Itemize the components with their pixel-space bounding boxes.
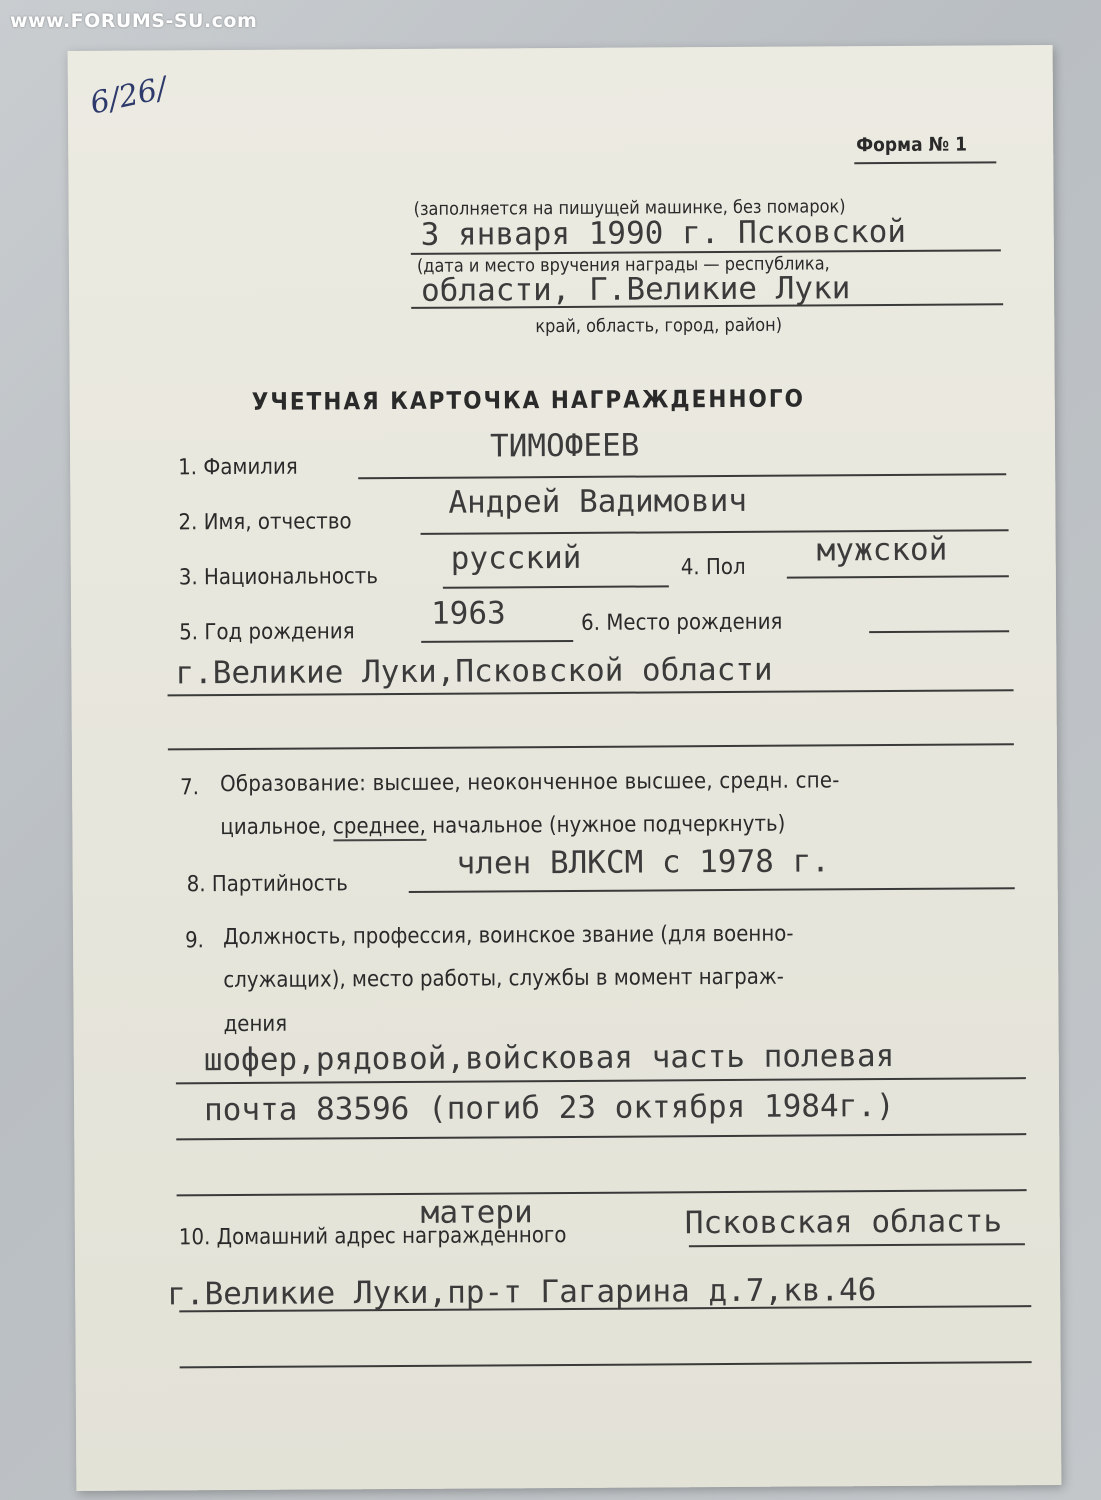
field-party-value: член ВЛКСМ с 1978 г.	[456, 843, 830, 882]
award-hint-line2: край, область, город, район)	[535, 314, 783, 338]
field-birth-year-rule	[421, 640, 573, 643]
card-title: УЧЕТНАЯ КАРТОЧКА НАГРАЖДЕННОГО	[251, 384, 806, 416]
field-sex-value: мужской	[816, 531, 948, 569]
field-birthplace-value: г.Великие Луки,Псковской области	[175, 651, 773, 692]
education-suffix: начальное (нужное подчеркнуть)	[432, 811, 786, 839]
field-address-label: 10. Домашний адрес награжденного	[178, 1222, 567, 1251]
field-address-insert: матери	[420, 1194, 533, 1231]
instruction-text: (заполняется на пишущей машинке, без помарок)	[413, 196, 846, 220]
site-watermark: www.FORUMS-SU.com	[10, 10, 258, 32]
award-record-card	[68, 45, 1062, 1491]
field-address-value2: г.Великие Луки,пр-т Гагарина д.7,кв.46	[167, 1272, 877, 1313]
field-position-number: 9.	[184, 928, 204, 954]
field-nationality-value: русский	[450, 539, 582, 577]
field-sex-label: 4. Пол	[680, 554, 746, 581]
field-birthplace-rule-top	[869, 630, 1009, 633]
form-number: Форма № 1	[856, 133, 968, 157]
field-education-line1: Образование: высшее, неоконченное высшее, средн. спе-	[220, 768, 840, 798]
field-education-number: 7.	[180, 775, 200, 801]
field-sex-rule	[787, 575, 1009, 578]
field-position-value2: почта 83596 (погиб 23 октября 1984г.)	[203, 1087, 895, 1129]
field-birth-year-value: 1963	[430, 595, 506, 632]
field-position-line1: Должность, профессия, воинское звание (для военно-	[222, 921, 794, 951]
field-nationality-label: 3. Национальность	[178, 564, 379, 591]
education-prefix: циальное,	[220, 814, 327, 841]
field-position-value1: шофер,рядовой,войсковая часть полевая	[203, 1037, 895, 1079]
field-address-rule-3	[180, 1361, 1032, 1368]
field-name-label: 2. Имя, отчество	[178, 509, 352, 536]
award-date-place-line2: области, Г.Великие Луки	[420, 270, 851, 309]
education-selected-option: среднее,	[332, 813, 426, 840]
field-birthplace-label: 6. Место рождения	[581, 609, 783, 636]
form-number-underline	[854, 161, 996, 164]
handwritten-note: 6/26/	[87, 70, 171, 122]
field-address-value1: Псковская область	[684, 1203, 1003, 1242]
field-position-rule-3	[177, 1189, 1027, 1196]
field-birth-year-label: 5. Год рождения	[179, 619, 355, 646]
field-education-line2	[220, 812, 785, 840]
field-position-line2: служащих), место работы, службы в момент награж-	[223, 964, 784, 994]
field-name-value: Андрей Вадимович	[448, 482, 748, 521]
field-nationality-rule	[443, 585, 669, 588]
award-hint-line1: (дата и место вручения награды — республика,	[416, 253, 830, 277]
field-surname-rule	[358, 473, 1006, 479]
field-address-rule-1	[689, 1243, 1025, 1247]
field-birthplace-rule-2	[168, 743, 1014, 750]
field-party-label: 8. Партийность	[186, 871, 348, 898]
field-position-rule-1	[176, 1077, 1026, 1084]
field-position-line3: дения	[223, 1011, 288, 1038]
award-date-place-line1: 3 января 1990 г. Псковской	[420, 213, 907, 253]
field-surname-label: 1. Фамилия	[178, 454, 298, 481]
field-surname-value: ТИМОФЕЕВ	[489, 427, 640, 465]
field-party-rule	[409, 887, 1015, 893]
field-position-rule-2	[176, 1133, 1026, 1140]
